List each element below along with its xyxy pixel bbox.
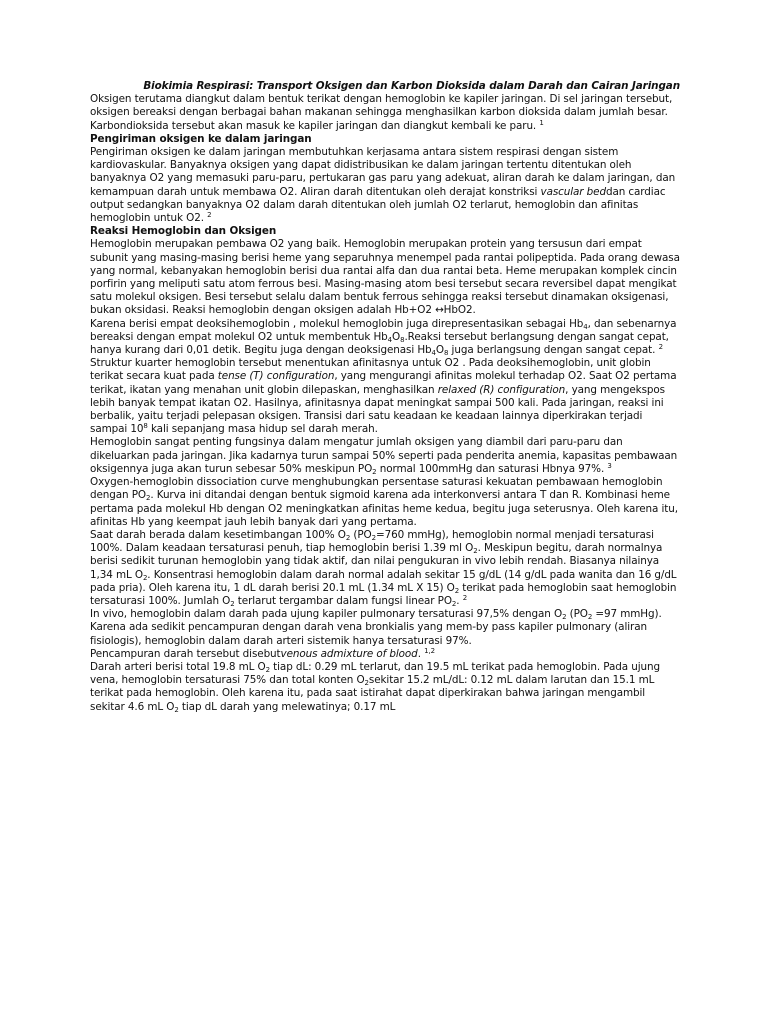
paragraph-saturation: Saat darah berada dalam kesetimbangan 100% $O_2$ ($PO_2=760$ mmHg), hemoglobin normal menjadi tersaturasi 100%. Dalam keadaan tersaturasi penuh, tiap hemoglobin berisi 1.39 ml $O_2$. Meskipun begitu, darah normalnya berisi sedikit turunan hemoglobin yang tidak aktif, dan nilai pengukuran in vivo lebih rendah. Biasanya nilainya 1,34 mL $O_2$. Konsentrasi hemoglobin dalam darah normal adalah sekitar 15 g/dL (14 g/dL pada wanita dan 16 g/dL pada pria). Oleh karena itu, 1 dL darah berisi 20.1 mL (1.34 mL X 15) $O_2$ terikat pada hemoglobin saat hemoglobin tersaturasi 100%. Jumlah $O_2$ terlarut tergambar dalam fungsi linear $PO_2$. $^2$: [90, 528, 677, 608]
paragraph-intro: Oksigen terutama diangkut dalam bentuk terikat dengan hemoglobin ke kapiler jaringan. Di sel jaringan tersebut, oksigen bereaksi dengan berbagai bahan makanan sehingga menghasilkan karbon dioksida dalam jumlah besar. Karbondioksida tersebut akan masuk ke kapiler jaringan dan diangkut kembali ke paru. $^1$: [90, 93, 673, 132]
paragraph-arterial-content: Darah arteri berisi total 19.8 mL $O_2$ tiap dL: 0.29 mL terlarut, dan 19.5 mL terikat pada hemoglobin. Pada ujung vena, hemoglobin tersaturasi 75% dan total konten $O_2sekitar$ 15.2 mL/dL: 0.12 mL dalam larutan dan 15.1 mL terikat pada hemoglobin. Oleh karena itu, pada saat istirahat dapat diperkirakan bahwa jaringan mengambil sekitar 4.6 mL $O_2$ tiap dL darah yang melewatinya; 0.17 mL: [90, 660, 660, 714]
paragraph-venous-admixture: Pencampuran darah tersebut disebutvenous admixture of blood. $^{1,2}$: [90, 646, 435, 660]
document-title: Biokimia Respirasi: Transport Oksigen dan Karbon Dioksida dalam Darah dan Cairan Jaringan: [143, 80, 680, 92]
paragraph-quaternary-structure: Struktur kuarter hemoglobin tersebut menentukan afinitasnya untuk O2 . Pada deoksihemoglobin, unit globin terikat secara kuat pada tense (T) configuration, yang mengurangi afinitas molekul terhadap O2. Saat O2 pertama terikat, ikatan yang menahan unit globin dilepaskan, menghasilkan relaxed (R) configuration, yang mengekspos lebih banyak tempat ikatan O2. Hasilnya, afinitasnya dapat meningkat sampai 500 kali. Pada jaringan, reaksi ini berbalik, yaitu terjadi pelepasan oksigen. Transisi dari satu keadaan ke keadaan lainnya diperkirakan terjadi sampai $10^8$ kali sepanjang masa hidup sel darah merah.: [90, 357, 677, 436]
document-page: [90, 80, 680, 714]
paragraph-oxygen-delivery: Pengiriman oksigen ke dalam jaringan membutuhkan kerjasama antara sistem respirasi dengan sistem kardiovaskular. Banyaknya oksigen yang dapat didistribusikan ke dalam jaringan tertentu ditentukan oleh banyaknya O2 yang memasuki paru-paru, pertukaran gas paru yang adekuat, aliran darah ke dalam jaringan, dan kemampuan darah untuk membawa O2. Aliran darah ditentukan oleh derajat konstriksi vascular beddan cardiac output sedangkan banyaknya O2 dalam darah ditentukan oleh jumlah O2 terlarut, hemoglobin dan afinitas hemoglobin untuk O2. $^2$: [90, 146, 676, 225]
paragraph-hemoglobin-structure: Hemoglobin merupakan pembawa O2 yang baik. Hemoglobin merupakan protein yang tersusun dari empat subunit yang masing-masing berisi heme yang separuhnya menempel pada rantai polipeptida. Pada orang dewasa yang normal, kebanyakan hemoglobin berisi dua rantai alfa dan dua rantai beta. Heme merupakan komplek cincin porfirin yang meliputi satu atom ferrous besi. Masing-masing atom besi tersebut secara reversibel dapat mengikat satu molekul oksigen. Besi tersebut selalu dalam bentuk ferrous sehingga reaksi tersebut dinamakan oksigenasi, bukan oksidasi. Reaksi hemoglobin dengan oksigen adalah Hb+O2 ↔HbO2.: [90, 238, 680, 317]
section-heading-hemoglobin-reaction: Reaksi Hemoglobin dan Oksigen: [90, 225, 277, 238]
citation-ref: 1: [539, 118, 544, 127]
paragraph-hemoglobin-function: Hemoglobin sangat penting fungsinya dalam mengatur jumlah oksigen yang diambil dari paru-paru dan dikeluarkan pada jaringan. Jika kadarnya turun sampai 50% seperti pada penderita anemia, kapasitas pembawaan oksigennya juga akan turun sebesar 50% meskipun $PO_2$ normal 100mmHg dan saturasi Hbnya 97%. $^3$: [90, 436, 678, 476]
paragraph-dissociation-curve: Oxygen-hemoglobin dissociation curve menghubungkan persentase saturasi kekuatan pembawaan hemoglobin dengan $PO_2$. Kurva ini ditandai dengan bentuk sigmoid karena ada interkonversi antara T dan R. Kombinasi heme pertama pada molekul Hb dengan O2 meningkatkan afinitas heme kedua, begitu juga seterusnya. Oleh karena itu, afinitas Hb yang keempat jauh lebih banyak dari yang pertama.: [90, 476, 678, 528]
paragraph-in-vivo: In vivo, hemoglobin dalam darah pada ujung kapiler pulmonary tersaturasi 97,5% dengan $O_2$ ($PO_2 =97$ mmHg). Karena ada sedikit pencampuran dengan darah vena bronkialis yang mem-by pass kapiler pulmonary (aliran fisiologis), hemoglobin dalam darah arteri sistemik hanya tersaturasi 97%.: [90, 608, 662, 647]
paragraph-hb4: Karena berisi empat deoksihemoglobin , molekul hemoglobin juga direpresentasikan sebagai $Hb_4$, dan sebenarnya bereaksi dengan empat molekul O2 untuk membentuk $Hb_4O_8.Reaksi$ tersebut berlangsung dengan sangat cepat, hanya kurang dari 0,01 detik. Begitu juga dengan deoksigenasi $Hb_4O_8$ juga berlangsung dengan sangat cepat. $^2$: [90, 317, 677, 358]
section-heading-oxygen-delivery: Pengiriman oksigen ke dalam jaringan: [90, 132, 312, 145]
